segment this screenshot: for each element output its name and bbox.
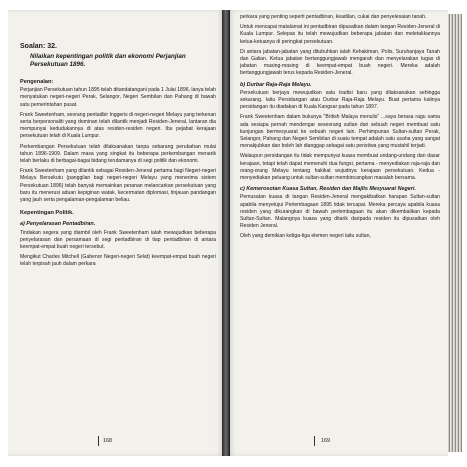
heading-intro: Pengenalan: <box>20 79 54 85</box>
paragraph: Perkembangan Persekutuan telah dilaksanakan tanpa sebarang perubahan mulai tahun 1896-1909. Dalam masa yang singkat itu beberapa perkembangan menarik telah berlaku di berbagai-bagai bidang terutamanya di segi politik dan ekonomi. <box>20 143 216 165</box>
paragraph: Frank Sweetenham yang dilantik sebagai Residen-Jeneral pertama bagi Negeri-negeri Melayu Bersekutu (panggilan bagi negeri-negeri Melayu yang menerima sistem Persekutuan 1896) telah banyak memainkan peranan melancarkan persekutuan yang baru itu menerusi aduan kepiginan watak, kecermatan diplomasi, tinjauan pandangan yang jauh serta pengalaman-pengalaman beliau. <box>20 168 216 204</box>
page-number-right: 169 <box>321 438 330 444</box>
open-book <box>8 10 460 456</box>
page-divider-mark <box>314 436 315 446</box>
right-page-content <box>240 14 440 244</box>
heading-politik: Kepentingan Politik. <box>20 210 74 217</box>
paragraph: Untuk mencapai matalamat ini pentadbiran dipusatkan dalam tangan Residen-Jeneral di Kuala Lumpur. Selepas itu telah mewujudkan beberapa jabatan dan meletakkannya ketua-ketuanya di peringkat persekutuan. <box>240 24 440 45</box>
left-page-content <box>20 24 216 272</box>
paragraph: Persekutuan berjaya mewujudkan satu tradisi baru yang dilaksanakan sehingga sekarang. Iaitu Persidangan atau Durbar Raja-Raja Melayu. Buat pertama kalinya persidangan itu diadakan di Kuala Kangsar pada tahun 1897. <box>240 89 440 111</box>
question-text: Nilaikan kepentingan politik dan ekonomi Perjanjian Persekutuan 1896. <box>30 53 186 68</box>
paragraph: Di antara jabatan-jabatan yang ditubuhkan ialah Kehakiman, Polis, Suruhanjaya Tanah dan Galian. Ketua jabatan bertanggungjawab mengarah dan menyelarakan tugas di jabatan masing-masing di keempat-empat buah negeri. Mereka adalah bertanggungjawab terus kepada Residen-Jeneral. <box>240 48 440 77</box>
subheading-b: b) Durbar Raja-Raja Melayu. <box>240 81 312 88</box>
left-page <box>8 10 226 456</box>
paragraph: Perjanjian Persekutuan tahun 1895 telah ditandatangani pada 1 Julai 1896, lanya telah menyatukan negeri-negeri Perak, Selangor, Negeri Sembilan dan Pahang di bawah satu pemerintahan pusat. <box>20 87 216 108</box>
paragraph: Frank Sweetenham, seorang pentadbir Inggeris di negeri-negeri Melayu yang terkenan serta berpersonaliti yang dominan telah dilantik menjadi Residen-Jeneral, lantaran dia mempunyai kedudukannya di atas residen-residen negeri. Ibu pejabat kerajaan persekutuan telah di Kuala Lumpur. <box>20 111 216 140</box>
paragraph: Walaupun persidangan itu tidak mempunyai kuasa membuat undang-undang dan dasar kerajaan, tetapi telah dapat memenuhi dua fungsi, pertama - menyediakan raja-raja dan orang-orang Melayu tentang hakikat wujudnya kerajaan persekutuan. Kedua - menyediakan peluang untuk sultan-sultan membincangkan masalah bersama. <box>240 153 440 182</box>
page-divider-mark <box>98 436 99 446</box>
page-edges <box>448 14 462 452</box>
subheading-a: a) Penyelarasan Pentadbiran. <box>20 221 96 228</box>
page-number-left: 168 <box>103 438 112 444</box>
paragraph: Pemusatan kuasa di tangan Residen-Jeneral mengakibatkan harapan Sultan-sultan apabila menyetujui Perlembagaan 1895 tidak tercapai. Mereka percaya apabila kuasa residen yang dikurangkan di bawah perlembagaan itu akan dikembalikan kepada Sultan-Sultan. Malangnya kuasa yang ditarik daripada residen itu dipusatkan oleh Residen Jeneral. <box>240 194 440 230</box>
paragraph: Tindakan segera yang diambil oleh Frank Sweetenham ialah mewujudkan beberapa penyelarasan dan persamaan di segi pentadbiran di tiap pentadbiran di antara keempat-empat buah negeri tersebut. <box>20 229 216 251</box>
book-spine-gutter <box>222 10 230 456</box>
right-page <box>226 10 448 456</box>
subheading-c: c) Kemerosotan Kuasa Sultan, Residen dan Majlis Mesyuarat Negeri. <box>240 186 416 193</box>
paragraph: Oleh yang demikian ketiga-tiga elemen negeri iaitu sultan, <box>240 233 371 240</box>
paragraph: perkara yang penting seperti pentadbiran, keadilan, cukai dan penyelesaian tanah. <box>240 14 427 20</box>
paragraph: Mengikut Charles Mitchell (Gabenor Negeri-negeri Selat) keempat-empat buah negeri telah terpisah jauh dalam perkara <box>20 254 216 268</box>
paragraph: Frank Sweetenham dalam bukunya "British Malaya menulis" ...saya berasa ragu sama ada sesiapa pernah mendengar seseorang sultan dari sebuah negeri membuat satu kunjungan bermesyuarat ke sebuah negeri lain. Perhimpunan Sultan-sultan Perak, Selangor, Pahang dan Negeri Sembilan di suatu tempat adalah satu usaha yang sangat menakjubkan dan boleh lah dianggap sebagai satu peristiwa yang mustahil terjadi. <box>240 114 440 150</box>
question-title: Soalan: 32. <box>20 43 57 50</box>
